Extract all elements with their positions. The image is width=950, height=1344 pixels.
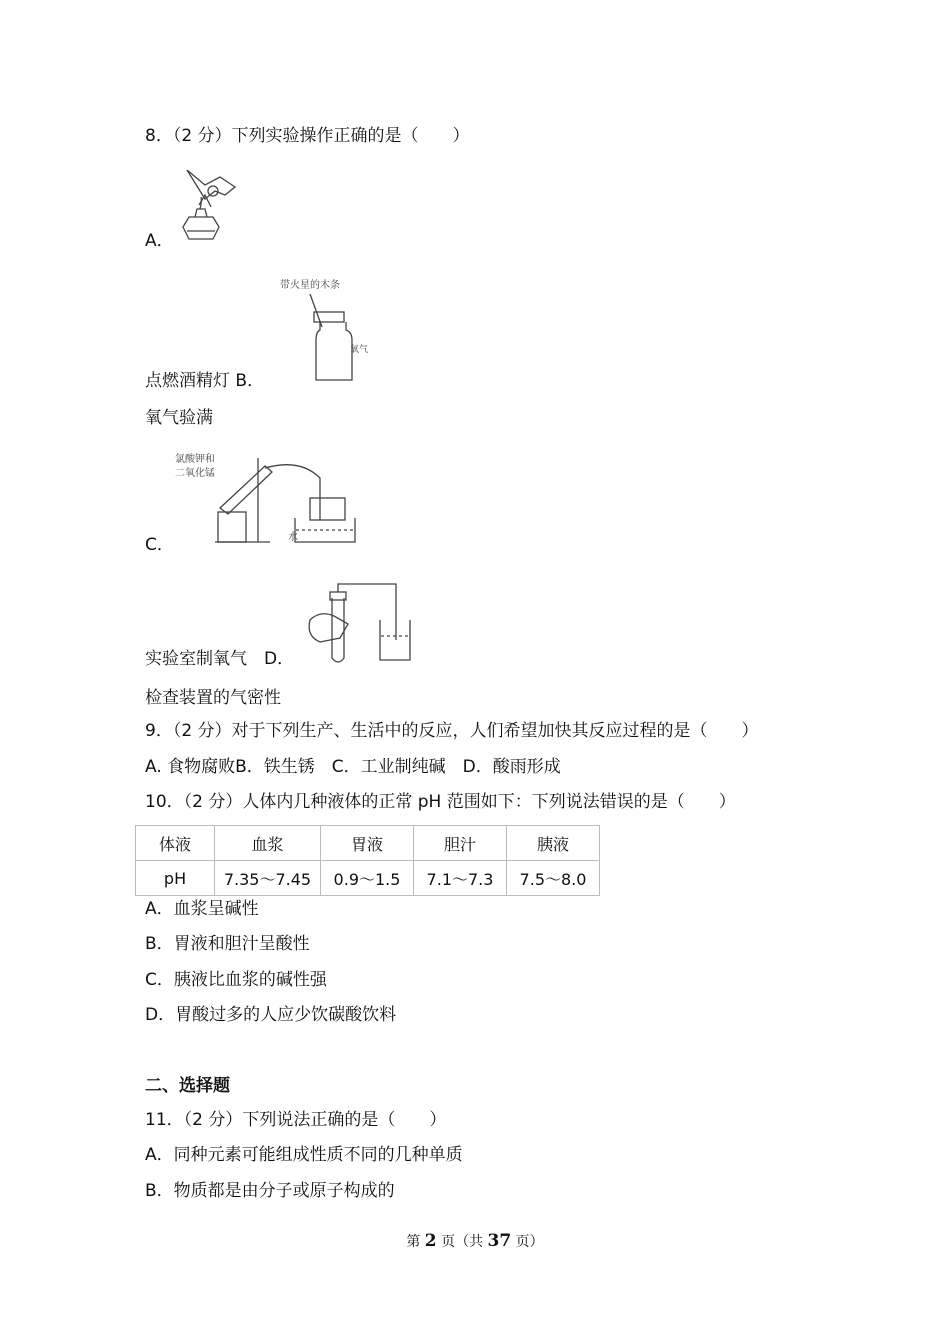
figure-c-oxygen-preparation (170, 448, 360, 548)
figure-b-oxygen-check (270, 272, 369, 387)
q9-options: A. 食物腐败B．铁生锈 C．工业制纯碱 D．酸雨形成 (145, 757, 561, 777)
figure-b-label2: 氧气 (350, 345, 369, 355)
q11-stem: 11．（2 分）下列说法正确的是（ ） (145, 1110, 447, 1130)
figure-c-label2: 二氧化锰 (175, 468, 215, 479)
option-c-label: C． (145, 535, 174, 555)
table-cell: 胆汁 (414, 826, 507, 861)
footer-page-number: 2 (424, 1231, 437, 1251)
ph-table (135, 825, 600, 896)
option-b-caption: 氧气验满 (145, 408, 213, 428)
figure-a-alcohol-lamp (175, 165, 250, 247)
q10-option-b: B．胃液和胆汁呈酸性 (145, 934, 310, 954)
q11-option-b: B．物质都是由分子或原子构成的 (145, 1181, 395, 1201)
figure-c-label3: 水 (288, 532, 298, 543)
footer-prefix: 第 (406, 1234, 425, 1250)
table-cell: 胃液 (321, 826, 414, 861)
q11-option-a: A．同种元素可能组成性质不同的几种单质 (145, 1145, 463, 1165)
option-d-caption: 检查装置的气密性 (145, 688, 281, 708)
table-cell: 7.1～7.3 (414, 861, 507, 896)
table-cell: 胰液 (507, 826, 600, 861)
figure-c-label: 氯酸钾和 (175, 454, 215, 465)
q10-option-c: C．胰液比血浆的碱性强 (145, 970, 327, 990)
table-cell: 7.35～7.45 (215, 861, 321, 896)
q9-stem: 9．（2 分）对于下列生产、生活中的反应，人们希望加快其反应过程的是（ ） (145, 721, 759, 741)
footer-total-pages: 37 (487, 1231, 512, 1251)
table-cell: 血浆 (215, 826, 321, 861)
page-footer (0, 1231, 950, 1252)
ph-table-row (136, 861, 600, 896)
q10-option-a: A．血浆呈碱性 (145, 899, 259, 919)
q8-stem: 8．（2 分）下列实验操作正确的是（ ） (145, 126, 470, 146)
table-cell: 体液 (136, 826, 215, 861)
q10-option-d: D．胃酸过多的人应少饮碳酸饮料 (145, 1005, 397, 1025)
footer-middle: 页（共 (436, 1234, 488, 1250)
footer-suffix: 页） (511, 1234, 544, 1250)
table-cell: 7.5～8.0 (507, 861, 600, 896)
option-a-caption-b-label: 点燃酒精灯 B． (145, 371, 265, 391)
figure-b-label: 带火星的木条 (280, 280, 340, 291)
q10-stem: 10．（2 分）人体内几种液体的正常 pH 范围如下：下列说法错误的是（ ） (145, 792, 736, 812)
option-c-caption-d-label: 实验室制氧气 D． (145, 649, 295, 669)
table-cell: 0.9～1.5 (321, 861, 414, 896)
figure-d-airtightness-check (300, 580, 415, 668)
ph-table-header-row (136, 826, 600, 861)
table-cell: pH (136, 861, 215, 896)
option-a-label: A． (145, 231, 174, 251)
section-title: 二、选择题 (145, 1076, 230, 1096)
